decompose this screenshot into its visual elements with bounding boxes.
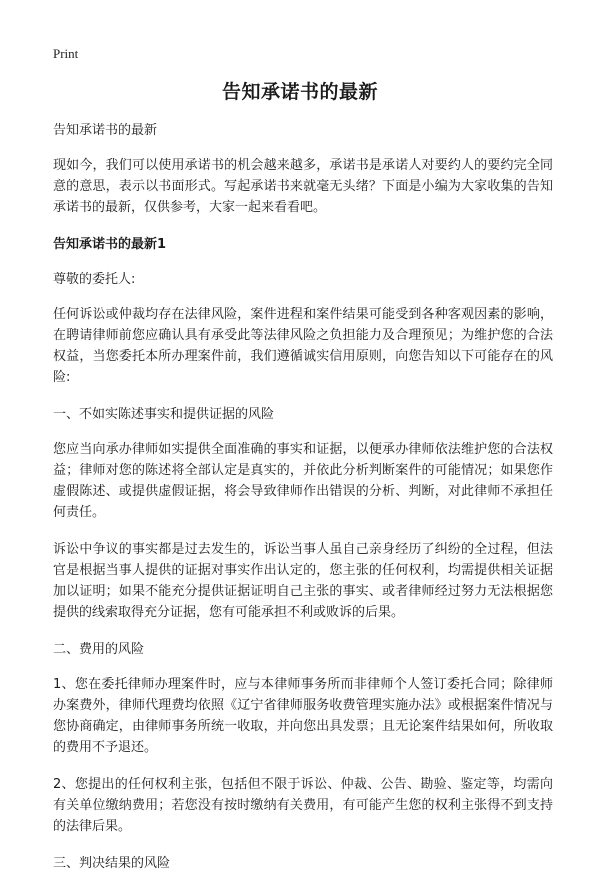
section-heading: 告知承诺书的最新1 — [53, 237, 167, 252]
risk-heading-3: 三、判决结果的风险 — [53, 856, 171, 871]
risk1-paragraph-2: 诉讼中争议的事实都是过去发生的，诉讼当事人虽自己亲身经历了纠纷的全过程，但法官是根据当事人提供的证据对事实作出认定的，您主张的任何权利，均需提供相关证据加以证明；如果不能充分提供证据证明自己主张的事实、或者律师经过努力无法根据您提供的线索取得充分证据，您有可能承担不利或败诉的后果。 — [53, 542, 553, 620]
risk2-paragraph-2: 2、您提出的任何权利主张，包括但不限于诉讼、仲裁、公告、勘验、鉴定等，均需向有关单位缴纳费用；若您没有按时缴纳有关费用，有可能产生您的权利主张得不到支持的法律后果。 — [53, 777, 553, 834]
risk-heading-2: 二、费用的风险 — [53, 642, 145, 657]
document-title: 告知承诺书的最新 — [221, 81, 378, 103]
document-body — [53, 120, 553, 888]
document-subtitle: 告知承诺书的最新 — [53, 123, 158, 138]
print-link[interactable]: Print — [53, 46, 79, 61]
salutation: 尊敬的委托人: — [53, 272, 136, 287]
risk1-paragraph-1: 您应当向承办律师如实提供全面准确的事实和证据，以便承办律师依法维护您的合法权益；律师对您的陈述将全部认定是真实的，并依此分析判断案件的可能情况；如果您作虚假陈述、或提供虚假证据，将会导致律师作出错误的分析、判断，对此律师不承担任何责任。 — [53, 442, 553, 520]
opening-paragraph: 任何诉讼或仲裁均存在法律风险，案件进程和案件结果可能受到各种客观因素的影响，在聘请律师前您应确认具有承受此等法律风险之负担能力及合理预见；为维护您的合法权益，当您委托本所办理案件前，我们遵循诚实信用原则，向您告知以下可能存在的风险: — [53, 307, 553, 385]
risk2-paragraph-1: 1、您在委托律师办理案件时，应与本律师事务所而非律师个人签订委托合同；除律师办案费外，律师代理费均依照《辽宁省律师服务收费管理实施办法》或根据案件情况与您协商确定，由律师事务所统一收取，并向您出具发票；且无论案件结果如何，所收取的费用不予退还。 — [53, 677, 553, 755]
risk-heading-1: 一、不如实陈述事实和提供证据的风险 — [53, 407, 275, 422]
intro-paragraph: 现如今，我们可以使用承诺书的机会越来越多，承诺书是承诺人对要约人的要约完全同意的意思，表示以书面形式。写起承诺书来就毫无头绪？下面是小编为大家收集的告知承诺书的最新，仅供参考，大家一起来看看吧。 — [53, 158, 553, 215]
